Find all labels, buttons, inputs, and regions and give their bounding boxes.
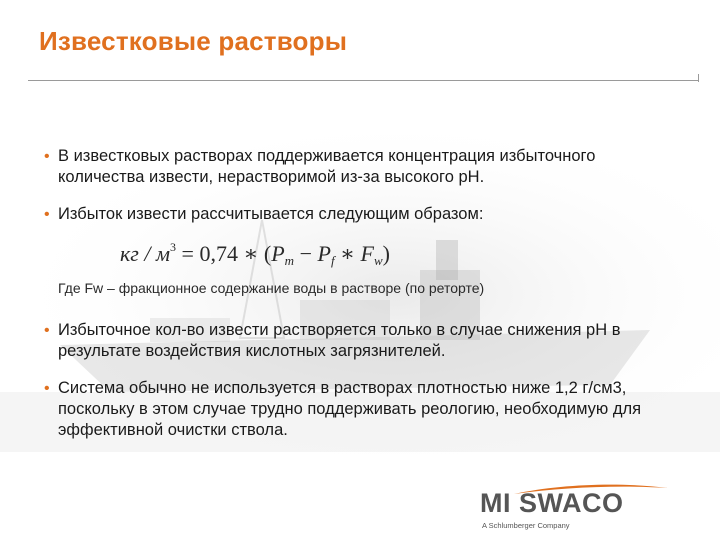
formula-close: ) xyxy=(382,241,390,266)
title-divider xyxy=(28,80,698,81)
logo-wordmark: MI SWACO xyxy=(480,488,624,518)
bullet-item xyxy=(44,378,674,441)
title-divider-tick xyxy=(698,74,699,82)
formula-sub-m: m xyxy=(284,253,295,268)
lime-excess-formula xyxy=(120,240,390,276)
bullet-text: В известковых растворах поддерживается концентрация избыточного количества извести, нерастворимой из-за высокого рН. xyxy=(58,147,596,186)
bullet-item xyxy=(44,146,674,188)
miswaco-logo xyxy=(480,488,670,532)
logo-tagline: A Schlumberger Company xyxy=(482,521,570,530)
bullet-text: Избыток извести рассчитывается следующим образом: xyxy=(58,205,484,223)
formula-note: Где Fw – фракционное содержание воды в растворе (по реторте) xyxy=(58,280,485,296)
bullet-dot: • xyxy=(44,322,50,339)
formula-times: ∗ xyxy=(334,241,361,266)
formula-sub-f: f xyxy=(330,253,335,268)
bullet-item xyxy=(44,320,674,362)
formula-coefficient: = 0,74 ∗ ( xyxy=(181,241,272,266)
bullet-text: Избыточное кол-во извести растворяется только в случае снижения рН в результате воздействия кислотных загрязнителей. xyxy=(58,321,621,360)
slide-title: Известковые растворы xyxy=(39,26,348,56)
formula-p: P xyxy=(271,241,285,266)
bullet-dot: • xyxy=(44,148,50,165)
bullet-text: Система обычно не используется в растворах плотностью ниже 1,2 г/см3, поскольку в этом случае трудно поддерживать реологию, необходимую для эффективной очистки ствола. xyxy=(58,379,642,439)
formula-fw: F xyxy=(360,241,374,266)
bullet-dot: • xyxy=(44,380,50,397)
formula-sub-w: w xyxy=(373,253,383,268)
bullet-dot: • xyxy=(44,206,50,223)
bullet-item xyxy=(44,204,674,225)
formula-p2: P xyxy=(317,241,331,266)
formula-unit: кг / м xyxy=(120,241,171,266)
formula-minus: − xyxy=(294,241,318,266)
formula-unit-exponent: 3 xyxy=(170,240,177,254)
